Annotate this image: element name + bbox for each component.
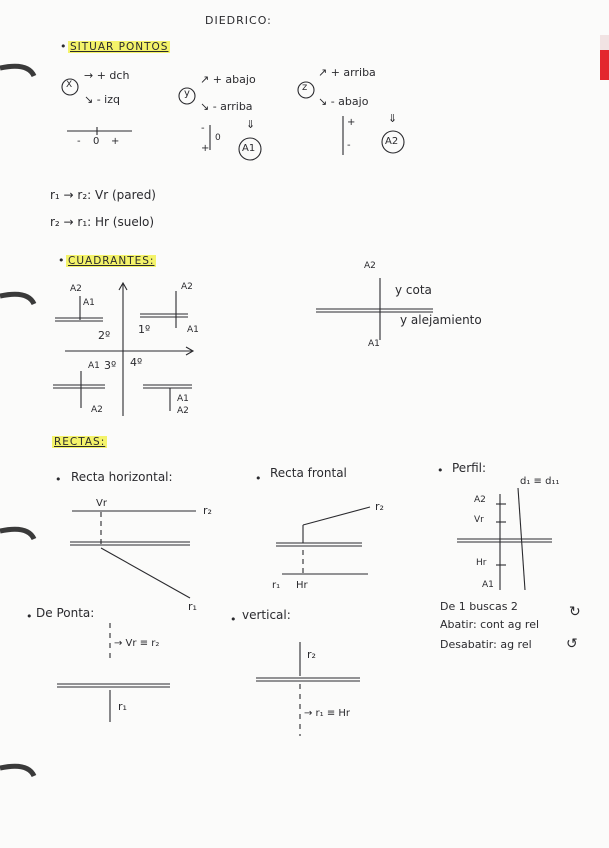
y-axis-zero: 0	[215, 133, 221, 143]
z-positive: ↗ + arriba	[318, 66, 376, 79]
vertical-title: vertical:	[242, 608, 291, 622]
a2-arrow-icon: ⇓	[388, 112, 398, 125]
frontal-r2: r₂	[375, 500, 384, 513]
note-line-3: Desabatir: ag rel	[440, 638, 532, 651]
q4-a2: A2	[177, 406, 189, 416]
a1-arrow-icon: ⇓	[246, 118, 256, 131]
q1-a1: A1	[187, 325, 199, 335]
q1-label: 1º	[138, 323, 151, 336]
perfil-hr: Hr	[476, 558, 487, 568]
perfil-vr: Vr	[474, 515, 484, 525]
q2-a1: A1	[83, 298, 95, 308]
cota-a1: A1	[368, 339, 380, 349]
recta-frontal-title: Recta frontal	[270, 466, 347, 480]
page-title: DIEDRICO:	[205, 14, 272, 27]
bullet: •	[255, 472, 262, 485]
alejamiento-label: y alejamiento	[400, 313, 482, 327]
perfil-d1d11: d₁ ≡ d₁₁	[520, 476, 560, 487]
section-cuadrantes-title: CUADRANTES:	[68, 255, 155, 267]
a2-label: A2	[385, 136, 399, 147]
y-label: y	[184, 88, 190, 99]
z-axis-minus: -	[347, 140, 351, 151]
bullet: •	[230, 613, 237, 626]
rotate-back-icon: ↺	[566, 636, 578, 652]
z-label: z	[302, 82, 308, 93]
cota-label: y cota	[395, 283, 432, 297]
q3-label: 3º	[104, 359, 117, 372]
q3-a1: A1	[88, 361, 100, 371]
vertical-r1-hr: → r₁ ≡ Hr	[304, 708, 351, 719]
y-axis-plus: +	[201, 143, 210, 154]
note-line-2: Abatir: cont ag rel	[440, 618, 540, 631]
axis-zero: 0	[93, 136, 100, 147]
cota-a2: A2	[364, 261, 376, 271]
plane-line-1: r₁ → r₂: Vr (pared)	[50, 188, 156, 202]
bullet: •	[26, 610, 33, 623]
frontal-r1: r₁	[272, 580, 281, 591]
frontal-hr: Hr	[296, 580, 308, 591]
bullet: •	[437, 464, 444, 477]
bullet: •	[55, 473, 62, 486]
z-negative: ↘ - abajo	[318, 95, 369, 108]
x-positive: → + dch	[84, 69, 130, 82]
z-axis-plus: +	[347, 117, 356, 128]
x-label: X	[66, 80, 73, 90]
axis-minus: -	[77, 136, 81, 147]
horizontal-r1: r₁	[188, 600, 197, 613]
horizontal-vr: Vr	[96, 498, 107, 509]
rotate-icon: ↻	[569, 604, 581, 620]
note-line-1: De 1 buscas 2	[440, 600, 518, 613]
x-negative: ↘ - izq	[84, 93, 120, 106]
q2-label: 2º	[98, 329, 111, 342]
plane-line-2: r₂ → r₁: Hr (suelo)	[50, 215, 155, 229]
punta-r1: r₁	[118, 700, 127, 713]
section-situar-title: SITUAR PONTOS	[70, 41, 169, 53]
punta-vr-r2: → Vr ≡ r₂	[114, 638, 160, 649]
perfil-a1: A1	[482, 580, 494, 590]
q4-a1: A1	[177, 394, 189, 404]
de-punta-title: De Ponta:	[36, 606, 95, 620]
q2-a2: A2	[70, 284, 82, 294]
y-axis-minus: -	[201, 123, 205, 134]
a1-label: A1	[242, 143, 256, 154]
bullet: •	[58, 254, 65, 267]
perfil-title: Perfil:	[452, 461, 487, 475]
y-positive: ↗ + abajo	[200, 73, 256, 86]
vertical-r2: r₂	[307, 648, 316, 661]
recta-horizontal-title: Recta horizontal:	[71, 470, 173, 484]
q4-label: 4º	[130, 356, 143, 369]
bullet: •	[60, 40, 67, 53]
axis-plus: +	[111, 136, 120, 147]
q1-a2: A2	[181, 282, 193, 292]
q3-a2: A2	[91, 405, 103, 415]
horizontal-r2: r₂	[203, 504, 212, 517]
y-negative: ↘ - arriba	[200, 100, 253, 113]
section-rectas-title: RECTAS:	[54, 436, 106, 448]
perfil-a2: A2	[474, 495, 486, 505]
